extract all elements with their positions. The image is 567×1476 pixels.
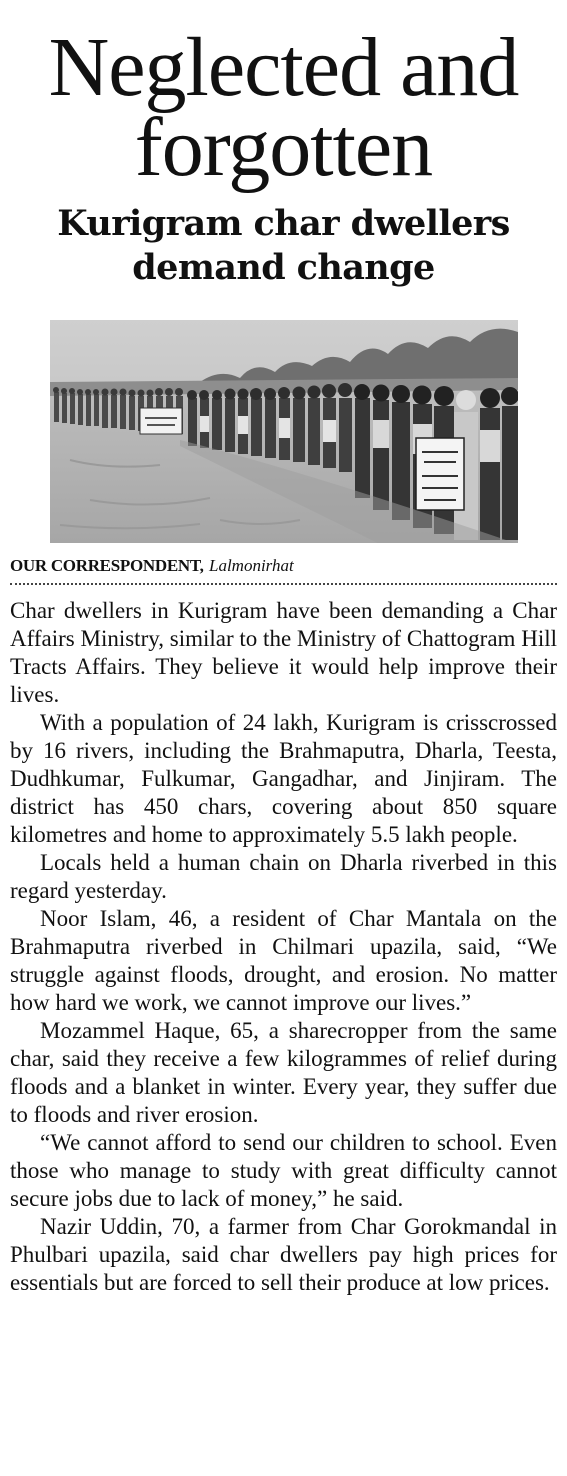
- byline-location: Lalmonirhat: [209, 556, 294, 575]
- byline-author: OUR CORRESPONDENT,: [10, 556, 204, 575]
- dotted-divider: [10, 583, 557, 585]
- article-paragraph: Noor Islam, 46, a resident of Char Mantala on the Brahmaputra riverbed in Chilmari upazila, said, “We struggle against floods, drought, and erosion. No matter how hard we work, we cannot improve our lives.”: [10, 906, 557, 1015]
- article-paragraph: Char dwellers in Kurigram have been demanding a Char Affairs Ministry, similar to the Ministry of Chattogram Hill Tracts Affairs. They believe it would help improve their lives.: [10, 598, 557, 707]
- headline-line-2: forgotten: [134, 101, 433, 194]
- byline: [10, 555, 567, 577]
- article-paragraph: Nazir Uddin, 70, a farmer from Char Gorokmandal in Phulbari upazila, said char dwellers pay high prices for essentials but are forced to sell their produce at low prices.: [10, 1214, 557, 1295]
- subheadline-line-2: demand change: [132, 247, 435, 288]
- headline: [0, 0, 567, 194]
- article-paragraph: “We cannot afford to send our children to school. Even those who manage to study with great difficulty cannot secure jobs due to lack of money,” he said.: [10, 1130, 557, 1211]
- subheadline-line-1: Kurigram char dwellers: [57, 203, 510, 244]
- headline-line-1: Neglected and: [48, 21, 519, 114]
- news-photo: [50, 320, 518, 543]
- subheadline: [0, 202, 567, 290]
- article-paragraph: Mozammel Haque, 65, a sharecropper from the same char, said they receive a few kilogrammes of relief during floods and a blanket in winter. Every year, they suffer due to floods and river erosion.: [10, 1018, 557, 1127]
- article-body: [10, 597, 557, 1297]
- article-paragraph: With a population of 24 lakh, Kurigram is crisscrossed by 16 rivers, including the Brahmaputra, Dharla, Teesta, Dudhkumar, Fulkumar, Gangadhar, and Jinjiram. The district has 450 chars, covering about 850 square kilometres and home to approximately 5.5 lakh people.: [10, 710, 557, 847]
- article-paragraph: Locals held a human chain on Dharla riverbed in this regard yesterday.: [10, 850, 557, 903]
